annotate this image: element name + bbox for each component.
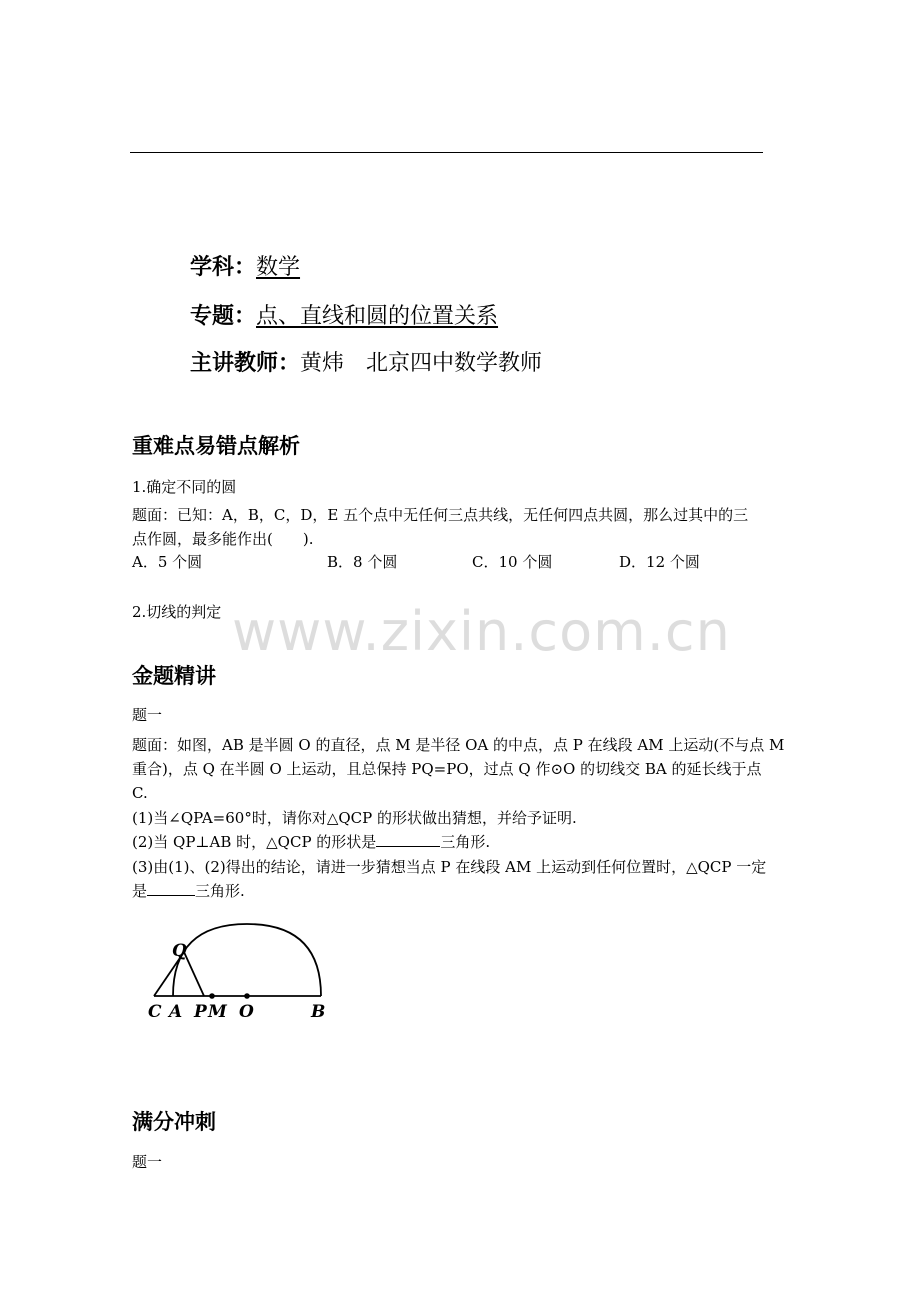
watermark: www.zixin.com.cn bbox=[232, 600, 731, 663]
header-rule bbox=[130, 152, 763, 153]
option-c: C．10 个圆 bbox=[472, 553, 553, 571]
question-number: 题一 bbox=[132, 706, 163, 724]
label-c: C bbox=[148, 1002, 162, 1022]
semicircle-figure bbox=[140, 918, 340, 1028]
label-a: A bbox=[169, 1002, 183, 1022]
subject-label: 学科： bbox=[190, 255, 257, 280]
topic-label: 专题： bbox=[190, 304, 257, 329]
option-d: D．12 个圆 bbox=[619, 553, 700, 571]
point-o bbox=[244, 993, 250, 999]
sub-question-3-text: 是 bbox=[132, 882, 148, 900]
section-title-full-score: 满分冲刺 bbox=[132, 1110, 216, 1134]
point-m bbox=[209, 993, 215, 999]
question-text-line: 题面：已知：A，B，C，D，E 五个点中无任何三点共线，无任何四点共圆，那么过其中的三 bbox=[132, 506, 749, 524]
question-text-line: C. bbox=[132, 784, 148, 802]
sub-question-2 bbox=[132, 830, 490, 854]
sub-question-3-continued bbox=[132, 879, 245, 903]
option-b: B．8 个圆 bbox=[327, 553, 398, 571]
question-text-line: 题面：如图，AB 是半圆 O 的直径，点 M 是半径 OA 的中点，点 P 在线段 AM 上运动(不与点 M bbox=[132, 736, 785, 754]
question-text-line: 点作圆，最多能作出( ). bbox=[132, 530, 314, 548]
question-number: 题一 bbox=[132, 1153, 163, 1171]
segment-qp bbox=[184, 952, 204, 996]
label-m: M bbox=[208, 1002, 227, 1022]
topic-line bbox=[190, 299, 498, 330]
sub-question-2-text: (2)当 QP⊥AB 时，△QCP 的形状是 bbox=[132, 833, 377, 851]
label-p: P bbox=[194, 1002, 207, 1022]
label-q: Q bbox=[172, 941, 187, 961]
semicircle-arc bbox=[173, 924, 321, 996]
label-b: B bbox=[311, 1002, 326, 1022]
sub-question-2-suffix: 三角形. bbox=[440, 833, 491, 851]
item-tangent-criteria: 2.切线的判定 bbox=[132, 603, 222, 621]
teacher-label: 主讲教师： bbox=[190, 351, 301, 376]
item-determine-circles: 1.确定不同的圆 bbox=[132, 478, 237, 496]
subject-line bbox=[190, 250, 300, 281]
section-title-key-points: 重难点易错点解析 bbox=[132, 434, 300, 458]
topic-value: 点、直线和圆的位置关系 bbox=[256, 304, 499, 329]
answer-blank bbox=[147, 881, 195, 896]
option-a: A．5 个圆 bbox=[132, 553, 203, 571]
sub-question-3: (3)由(1)、(2)得出的结论，请进一步猜想当点 P 在线段 AM 上运动到任何位置时，△QCP 一定 bbox=[132, 858, 767, 876]
sub-question-3-suffix: 三角形. bbox=[195, 882, 245, 900]
label-o: O bbox=[239, 1002, 254, 1022]
teacher-value: 黄炜 北京四中数学教师 bbox=[300, 351, 543, 376]
sub-question-1: (1)当∠QPA=60°时，请你对△QCP 的形状做出猜想，并给予证明. bbox=[132, 809, 577, 827]
question-text-line: 重合)，点 Q 在半圆 O 上运动，且总保持 PQ=PO，过点 Q 作⊙O 的切线交 BA 的延长线于点 bbox=[132, 760, 762, 778]
answer-blank bbox=[376, 832, 440, 847]
subject-value: 数学 bbox=[256, 255, 301, 280]
teacher-line bbox=[190, 346, 542, 377]
section-title-gold-problems: 金题精讲 bbox=[132, 664, 216, 688]
